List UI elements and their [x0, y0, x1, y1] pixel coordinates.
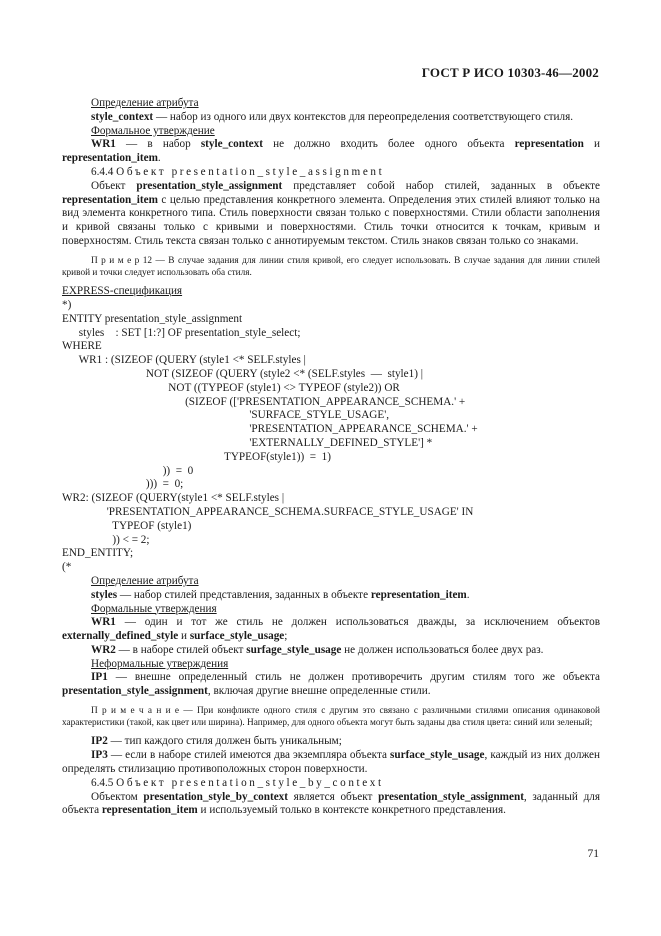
code-line: WR2: (SIZEOF (QUERY(style1 <* SELF.styles | [62, 492, 285, 505]
express-code-block [62, 299, 600, 575]
code-line: (* [62, 561, 72, 574]
code-line: 'PRESENTATION_APPEARANCE_SCHEMA.SURFACE_STYLE_USAGE' IN [62, 505, 474, 518]
code-line: TYPEOF(style1)) = 1) [62, 450, 332, 463]
code-line: WHERE [62, 340, 102, 353]
express-spec-heading: EXPRESS-спецификация [62, 285, 183, 298]
attribute-definition-heading: Определение атрибута [91, 97, 199, 109]
rule-wr2-styles: WR2 — в наборе стилей объект surfage_style_usage не должен использоваться более двух раз. [91, 643, 544, 656]
code-line: NOT (SIZEOF (QUERY (style2 <* (SELF.styles — style1) | [62, 367, 423, 380]
attribute-definition-heading-2: Определение атрибута [91, 574, 199, 587]
code-line: END_ENTITY; [62, 547, 134, 560]
code-line: 'PRESENTATION_APPEARANCE_SCHEMA.' + [62, 423, 478, 436]
example-note-12: П р и м е р 12 — В случае задания для линии стиля кривой, его следует использовать. В случае задания для линии стилей кривой и точки следует использовать оба стиля. [62, 255, 600, 278]
attribute-definition-style-context: style_context — набор из одного или двух контекстов для переопределения соответствующего стиля. [91, 110, 574, 123]
code-line: TYPEOF (style1) [62, 519, 192, 532]
page-content [62, 97, 600, 818]
code-line: )) < = 2; [62, 533, 150, 546]
note-style-conflict: П р и м е ч а н и е — При конфликте одного стиля с другим это связано с различными стилями описания одинаковой характеристики (такой, как цвет или ширина). Например, для одного объекта могут быть заданы два стиля цвета: синий или зеленый; [62, 706, 600, 729]
informal-ip2: IP2 — тип каждого стиля должен быть уникальным; [91, 735, 342, 748]
page-number: 71 [587, 848, 599, 860]
formal-statements-heading: Формальные утверждения [91, 602, 217, 615]
code-line: 'SURFACE_STYLE_USAGE', [62, 409, 390, 422]
code-line: ))) = 0; [62, 478, 184, 491]
informal-statements-heading: Неформальные утверждения [91, 657, 229, 670]
section-heading-6-4-4: 6.4.4 Объект presentation_style_assignment [91, 165, 385, 178]
paragraph-presentation-style-assignment: Объект presentation_style_assignment представляет собой набор стилей, заданных в объекте representation_item с целью представления конкретного элемента. Определения этих стилей влияют только на вид элемента конкретного типа. Стиль поверхности связан только с поверхностями. Стили области заполнения и кривой связаны только с кривыми и поверхностями. Стиль точки относится к точкам, кривым и поверхностям. Стиль текста связан только с аннотируемым текстом. Стиль знаков связан только со знаками. [62, 179, 601, 247]
code-line: )) = 0 [62, 464, 194, 477]
code-line: 'EXTERNALLY_DEFINED_STYLE'] * [62, 436, 433, 449]
informal-ip3: IP3 — если в наборе стилей имеются два экземпляра объекта surface_style_usage, каждый из них должен определять стилизацию противоположных сторон поверхности. [62, 749, 600, 776]
document-header: ГОСТ Р ИСО 10303-46—2002 [421, 65, 599, 80]
code-line: WR1 : (SIZEOF (QUERY (style1 <* SELF.styles | [62, 354, 306, 367]
rule-wr1-style-context: WR1 — в набор style_context не должно входить более одного объекта representation и representation_item. [62, 138, 600, 165]
section-heading-6-4-5: 6.4.5 Объект presentation_style_by_context [91, 776, 384, 789]
code-line: styles : SET [1:?] OF presentation_style_select; [62, 326, 301, 339]
code-line: ENTITY presentation_style_assignment [62, 312, 243, 325]
paragraph-presentation-style-by-context: Объектом presentation_style_by_context является объект presentation_style_assignment, заданный для объекта representation_item и используемый только в контексте конкретного представления. [62, 790, 600, 817]
formal-statement-heading: Формальное утверждение [91, 124, 215, 137]
rule-wr1-styles: WR1 — один и тот же стиль не должен использоваться дважды, за исключением объектов externally_defined_style и surface_style_usage; [62, 616, 600, 643]
code-line: (SIZEOF (['PRESENTATION_APPEARANCE_SCHEMA.' + [62, 395, 466, 408]
attribute-definition-styles: styles — набор стилей представления, заданных в объекте representation_item. [91, 588, 470, 601]
informal-ip1: IP1 — внешне определенный стиль не должен противоречить другим стилям того же объекта presentation_style_assignment, включая другие внешне определенные стили. [62, 671, 600, 698]
code-line: NOT ((TYPEOF (style1) <> TYPEOF (style2)) OR [62, 381, 400, 394]
code-line: *) [62, 298, 72, 311]
